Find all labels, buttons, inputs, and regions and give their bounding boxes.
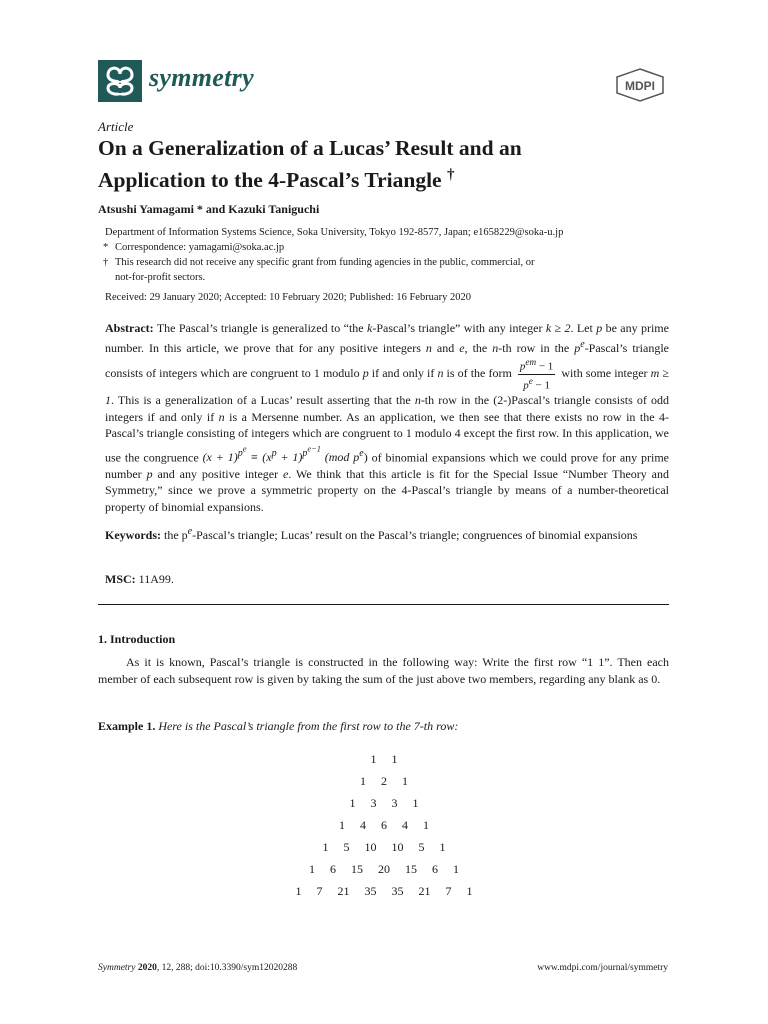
msc-value: 11A99. — [138, 572, 174, 586]
keywords-label: Keywords: — [105, 528, 161, 542]
example-label: Example 1. — [98, 719, 156, 733]
journal-logo-icon — [98, 60, 142, 102]
funding-note: † This research did not receive any specific grant from funding agencies in the public, commercial, or — [103, 257, 535, 268]
triangle-row-6: 1 6 15 20 15 6 1 — [309, 862, 459, 876]
funding-note-cont: not-for-profit sectors. — [115, 272, 206, 283]
triangle-row-7: 1 7 21 35 35 21 7 1 — [295, 884, 473, 898]
triangle-row-5: 1 5 10 10 5 1 — [322, 840, 446, 854]
msc-label: MSC: — [105, 572, 136, 586]
example-1 — [98, 719, 458, 734]
triangle-row-4: 1 4 6 4 1 — [339, 818, 429, 832]
title-dagger: † — [446, 167, 455, 183]
mdpi-logo-icon — [613, 67, 667, 103]
footer-journal-url[interactable]: www.mdpi.com/journal/symmetry — [537, 963, 668, 973]
triangle-row-3: 1 3 3 1 — [349, 796, 419, 810]
title-line-1: On a Generalization of a Lucas’ Result and an — [98, 136, 522, 160]
pascal-triangle — [234, 748, 534, 902]
publication-dates: Received: 29 January 2020; Accepted: 10 February 2020; Published: 16 February 2020 — [105, 292, 471, 303]
triangle-row-2: 1 2 1 — [360, 774, 408, 788]
affiliations — [105, 225, 685, 285]
title-line-2: Application to the 4-Pascal’s Triangle † — [98, 167, 455, 193]
correspondence: * Correspondence: yamagami@soka.ac.jp — [103, 242, 285, 253]
mdpi-logo-text: MDPI — [625, 79, 655, 93]
example-text: Here is the Pascal’s triangle from the first row to the 7-th row: — [158, 719, 459, 733]
journal-name: symmetry — [149, 63, 254, 92]
abstract: Abstract: The Pascal’s triangle is generalized to “the k-Pascal’s triangle” with any integer k ≥ 2. Let p be any prime number. In this article, we prove that for any positive integers n and e, the n-th row in the $p^e-Pascal’s$ triangle consists of integers which are congruent to 1 modulo p if and only if n is of the form $\frac{p^{em} - 1}{p^e - 1}$ with some integer m ≥ 1. This is a generalization of a Lucas’ result asserting that the n-th row in the (2-)Pascal’s triangle consists of odd integers if and only if n is a Mersenne number. As an application, we then see that there exists no row in the 4-Pascal’s triangle consisting of integers which are congruent to 1 modulo 4 except the first row. In this application, we use the congruence $(x + 1)^{p^e} \equiv (x^p + 1)^{p^{e-1}}$ (mod $p^e$) of binomial expansions which we could prove for any prime number p and any positive integer e. We think that this article is fit for the Special Issue “Number Theory and Symmetry,” since we prove a symmetric property on the 4-Pascal’s triangle by means of a number-theoretical property of binomial expansions. — [105, 321, 670, 514]
congruence-formula: $(x + 1)^{p^e} \equiv (x^p + 1)^{p^{e-1}}$ (mod $p^e$) — [202, 444, 368, 465]
mersenne-fraction: $\frac{p^{em} - 1}{p^e - 1}$ — [519, 357, 554, 392]
abstract-label: Abstract: — [105, 321, 154, 335]
keywords: Keywords: the $p^e-Pascal’s$ triangle; Lucas’ result on the Pascal’s triangle; congruences of binomial expansions — [105, 526, 638, 542]
intro-paragraph: As it is known, Pascal’s triangle is constructed in the following way: Write the first row “1 1”. Then each member of each subsequent row is given by taking the sum of the just above two members, regarding any blank as 0. — [98, 655, 669, 686]
section-divider — [98, 604, 669, 605]
triangle-row-1: 1 1 — [370, 752, 398, 766]
affiliation: Department of Information Systems Science, Soka University, Tokyo 192-8577, Japan; e1658229@soka-u.jp — [105, 227, 564, 238]
footer-citation: Symmetry 2020, 12, 288; doi:10.3390/sym12020288 — [98, 963, 298, 973]
section-heading: 1. Introduction — [98, 632, 176, 646]
article-title — [98, 135, 678, 194]
msc-classification — [105, 572, 174, 587]
authors: Atsushi Yamagami * and Kazuki Taniguchi — [98, 202, 320, 216]
article-type: Article — [98, 119, 134, 134]
